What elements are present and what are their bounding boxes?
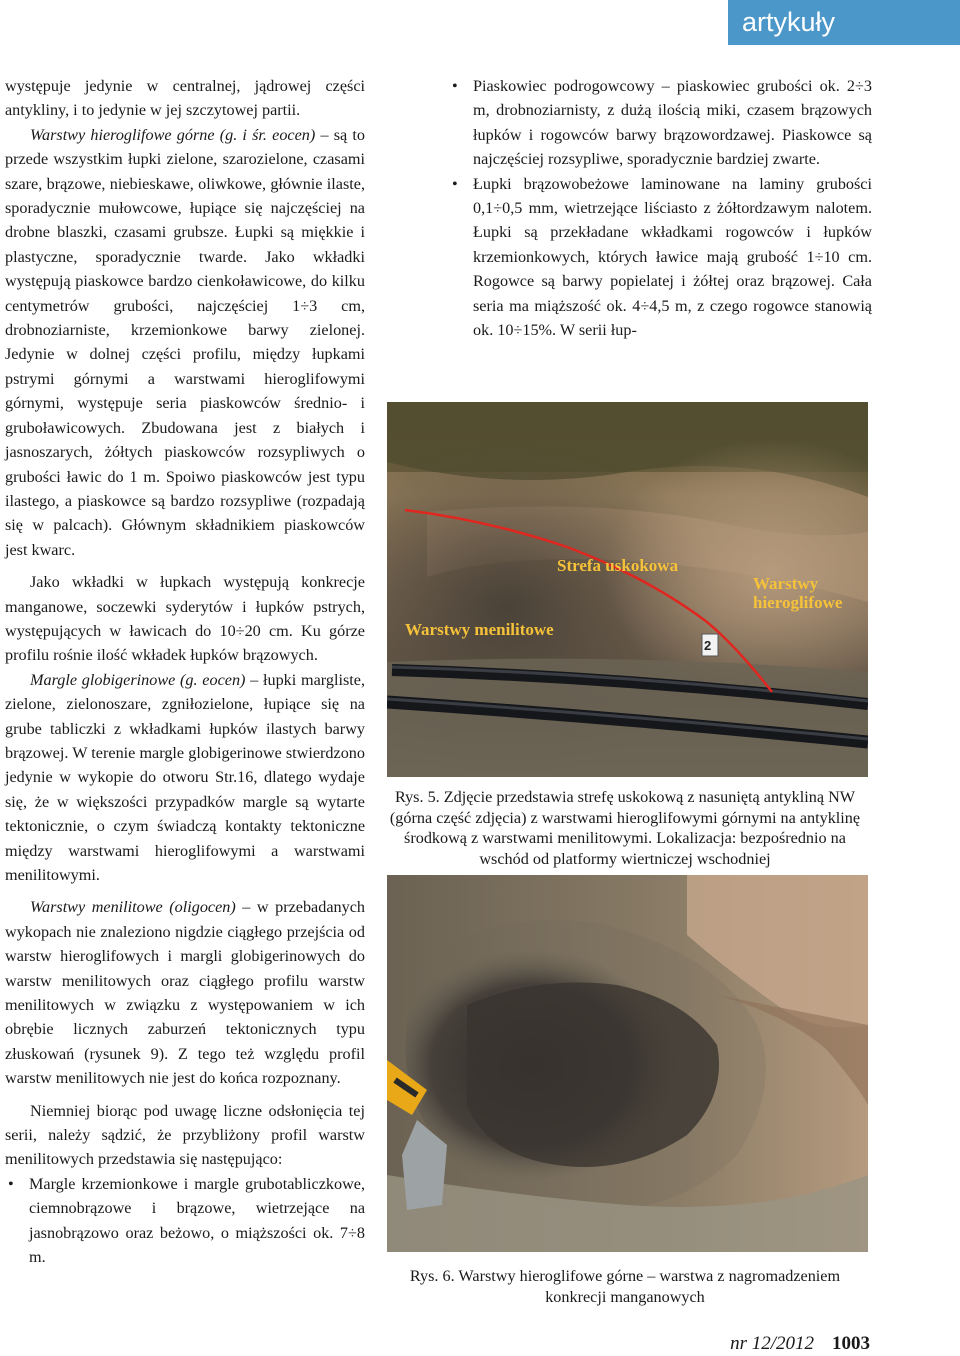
label-hieroglyphic-layers: Warstwy hieroglifowe <box>753 574 843 612</box>
figure-5-photo <box>387 402 868 777</box>
list-item: • Łupki brązowobeżowe laminowane na laminy grubości 0,1÷0,5 mm, wietrzejące liściasto z żółtordzawym nalotem. Łupki są przekładane wkładkami rogowców i łupków krzemionkowych, których ławice mają grubość 1÷10 cm. Rogowce są barwy popielatej i żółtej oraz brązowej. Cała seria ma miąższość ok. 4÷4,5 m, z czego rogowce stanowią ok. 10÷15%. W serii łup- <box>449 172 872 343</box>
paragraph-body: – są to przede wszystkim łupki zielone, szarozielone, czasami szare, brązowe, niebieskawe, oliwkowe, głównie ilaste, sporadycznie mułowcowe, łupiące się najczęściej na drobne blaszki, czasami grubsze. Łupki są miękkie i plastyczne, sporadycznie twarde. Jako wkładki występują piaskowce bardzo cienkoławicowe, do kilku centymetrów grubości, najczęściej 1÷3 cm, drobnoziarniste, krzemionkowe barwy zielonej. Jedynie w dolnej części profilu, między łupkami pstrymi górnymi a warstwami hieroglifowymi górnymi, występuje seria piaskowców średnio- i gruboławicowych. Zbudowana jest z białych i jasnoszarych, żółtych piaskowców rozsypliwych o grubości ławic do 1 m. Spoiwo piaskowców jest typu ilastego, a piaskowce są bardzo rozsypliwe (rozpadają się w palcach). Głównym składnikiem piaskowców jest kwarc. <box>5 125 365 559</box>
section-tab <box>728 0 960 45</box>
paragraph-body: – łupki margliste, zielone, zielonoszare, zgniłozielone, łupiące się na grube tabliczki z wkładkami łupków ilastych barwy brązowej. W terenie margle globigerinowe stwierdzono jedynie w wykopie do otworu Str.16, dlatego wydaje się, że w większości przypadków margle są wytarte tektonicznie, o czym świadczą kontakty tektoniczne między warstwami hieroglifowymi a warstwami menilitowymi. <box>5 670 365 884</box>
figure-6-caption: Rys. 6. Warstwy hieroglifowe górne – warstwa z nagromadzeniem konkrecji manganowych <box>409 1267 841 1306</box>
label-menilite-layers: Warstwy menilitowe <box>405 620 554 639</box>
paragraph: Niemniej biorąc pod uwagę liczne odsłonięcia tej serii, należy sądzić, że przybliżony profil warstw menilitowych przedstawia się następująco: <box>5 1101 365 1169</box>
figure-5-caption: Rys. 5. Zdjęcie przedstawia strefę uskokową z nasuniętą antykliną NW (górna część zdjęcia) z warstwami hieroglifowymi górnymi na antyklinę środkową z warstwami menilitowymi. Lokalizacja: bezpośrednio na wschód od platformy wiertniczej wschodniej <box>389 788 861 868</box>
page-number: 1003 <box>832 1333 870 1354</box>
right-column <box>449 74 872 342</box>
figure-6-photo <box>387 875 868 1252</box>
term-heading: Warstwy hieroglifowe górne (g. i śr. eocen) <box>30 125 316 144</box>
page-footer <box>700 1333 870 1355</box>
section-label: artykuły <box>742 7 836 37</box>
term-heading: Margle globigerinowe (g. eocen) <box>30 670 246 689</box>
paragraph-hieroglyphic <box>5 123 365 562</box>
paragraph-globigerina <box>5 668 365 888</box>
left-column <box>5 74 365 1270</box>
bullet-list <box>5 1172 365 1270</box>
paragraph-menilite <box>5 895 365 1090</box>
label-fault-zone: Strefa uskokowa <box>557 556 679 575</box>
issue-number: nr 12/2012 <box>730 1333 814 1354</box>
bullet-list <box>449 74 872 342</box>
paragraph: Jako wkładki w łupkach występują konkrecje manganowe, soczewki syderytów i łupków pstrych, występujących w ławicach do 10÷20 cm. Ku górze profilu rośnie ilość wkładek łupków brązowych. <box>5 573 365 665</box>
photo-marker: 2 <box>704 638 712 653</box>
paragraph-body: – w przebadanych wykopach nie znaleziono nigdzie ciągłego przejścia od warstw hieroglifowych i margli globigerinowych do warstw menilitowych oraz ciągłego profilu warstw menilitowych w związku z występowaniem w ich obrębie licznych zaburzeń tektonicznych typu złuskowań (rysunek 9). Z tego też względu profil warstw menilitowych nie jest do końca rozpoznany. <box>5 898 365 1088</box>
concretion-photo <box>387 875 868 1252</box>
term-heading: Warstwy menilitowe (oligocen) <box>30 898 236 917</box>
list-item: • Piaskowiec podrogowcowy – piaskowiec grubości ok. 2÷3 m, drobnoziarnisty, z dużą ilością miki, czasem brązowych łupków i rogowców barwy brązowordzawej. Piaskowce są najczęściej rozsypliwe, sporadycznie bardziej zwarte. <box>449 74 872 172</box>
list-item: • Margle krzemionkowe i margle grubotabliczkowe, ciemnobrązowe i brązowe, wietrzejące na jasnobrązowo oraz beżowo, o miąższości ok. 7÷8 m. <box>5 1172 365 1270</box>
paragraph: występuje jedynie w centralnej, jądrowej części antykliny, i to jedynie w jej szczytowej partii. <box>5 77 365 120</box>
